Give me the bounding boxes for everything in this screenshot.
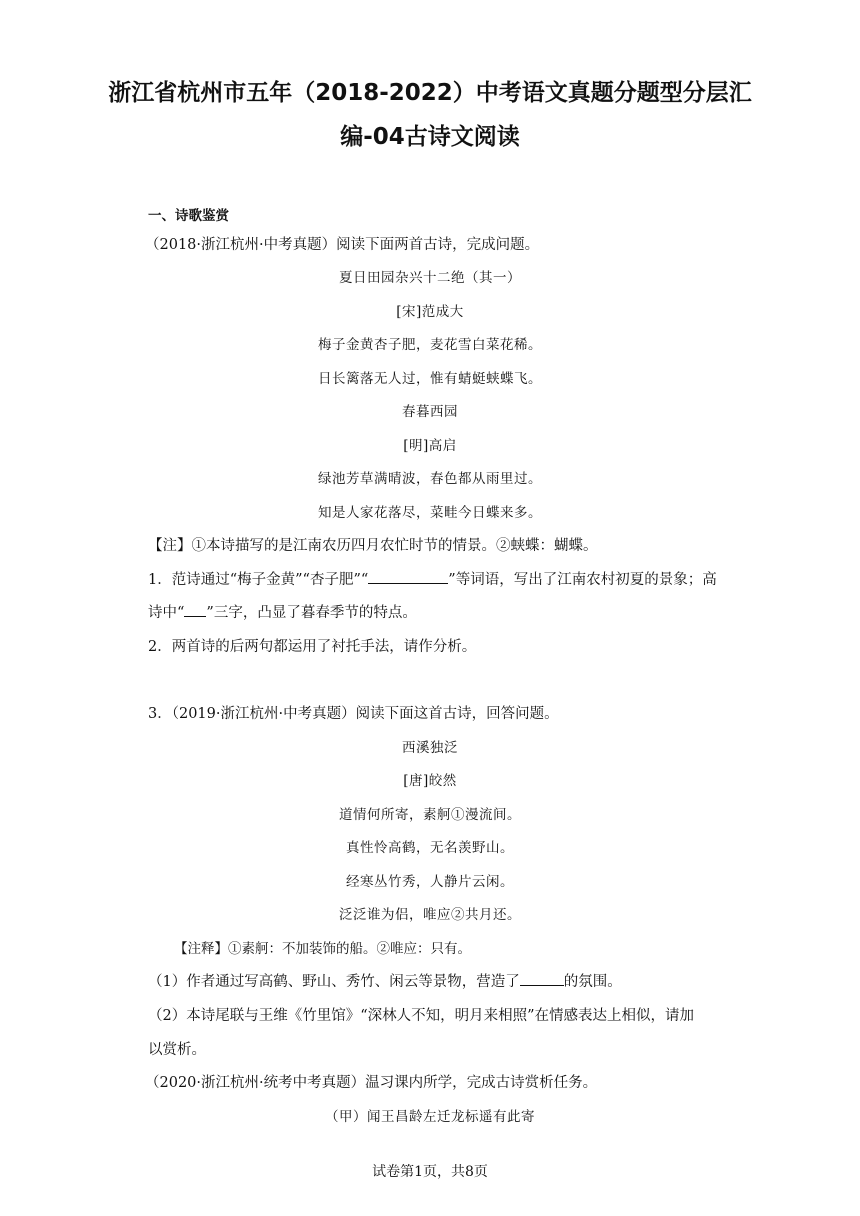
question1-intro: （2018·浙江杭州·中考真题）阅读下面两首古诗，完成问题。 [145, 237, 540, 253]
question3-2: （2）本诗尾联与王维《竹里馆》“深林人不知，明月来相照”在情感表达上相似，请加 [148, 1008, 695, 1024]
poem3-line3: 经寒丛竹秀，人静片云闲。 [346, 874, 514, 890]
poem1-author: [宋]范成大 [396, 304, 464, 320]
question3-2-continued: 以赏析。 [148, 1042, 206, 1058]
answer-blank[interactable] [520, 971, 564, 986]
question3-1-text-a: （1）作者通过写高鹤、野山、秀竹、闲云等景物，营造了 [148, 974, 520, 990]
question3-1-text-b: 的氛围。 [563, 974, 622, 990]
question4-intro: （2020·浙江杭州·统考中考真题）温习课内所学，完成古诗赏析任务。 [145, 1075, 598, 1091]
poem2-line2: 知是人家花落尽，菜畦今日蝶来多。 [318, 505, 542, 521]
poem4-title: （甲）闻王昌龄左迁龙标遥有此寄 [325, 1109, 535, 1125]
question1-2: 2．两首诗的后两句都运用了衬托手法，请作分析。 [148, 639, 477, 655]
poem1-line1: 梅子金黄杏子肥，麦花雪白菜花稀。 [318, 337, 542, 353]
poem3-author: [唐]皎然 [403, 773, 457, 789]
question1-1-text-d: ”三字，凸显了暮春季节的特点。 [206, 605, 417, 621]
poem3-line2: 真性怜高鹤，无名羡野山。 [346, 840, 514, 856]
question1-1-text-c: 诗中“ [148, 605, 185, 621]
poem2-title: 春暮西园 [402, 404, 458, 420]
poem1-title: 夏日田园杂兴十二绝（其一） [339, 270, 521, 286]
poem3-note: 【注释】①素舸：不加装饰的船。②唯应：只有。 [174, 941, 471, 957]
poem2-line1: 绿池芳草满晴波，春色都从雨里过。 [318, 471, 542, 487]
poem-note: 【注】①本诗描写的是江南农历四月农忙时节的情景。②蛱蝶：蝴蝶。 [148, 538, 598, 554]
question1-1-text-b: ”等词语，写出了江南农村初夏的景象；高 [448, 572, 717, 588]
question3-1 [148, 970, 622, 991]
question3-intro: 3．（2019·浙江杭州·中考真题）阅读下面这首古诗，回答问题。 [148, 706, 559, 722]
poem3-title: 西溪独泛 [402, 740, 458, 756]
poem2-author: [明]高启 [403, 438, 457, 454]
poem1-line2: 日长篱落无人过，惟有蜻蜓蛱蝶飞。 [318, 371, 542, 387]
answer-blank[interactable] [184, 602, 206, 617]
question1-1-text-a: 1．范诗通过“梅子金黄”“杏子肥”“ [148, 572, 369, 588]
question1-1 [148, 568, 717, 589]
page-footer: 试卷第1页，共8页 [372, 1164, 488, 1180]
answer-blank[interactable] [368, 569, 448, 584]
poem3-line1: 道情何所寄，素舸①漫流间。 [339, 807, 521, 823]
section-heading-poetry: 一、诗歌鉴赏 [148, 208, 229, 224]
question1-1-continued [148, 601, 417, 622]
poem3-line4: 泛泛谁为侣，唯应②共月还。 [339, 907, 521, 923]
document-title-line2: 编-04古诗文阅读 [340, 124, 520, 150]
document-title-line1: 浙江省杭州市五年（2018-2022）中考语文真题分题型分层汇 [108, 80, 752, 106]
